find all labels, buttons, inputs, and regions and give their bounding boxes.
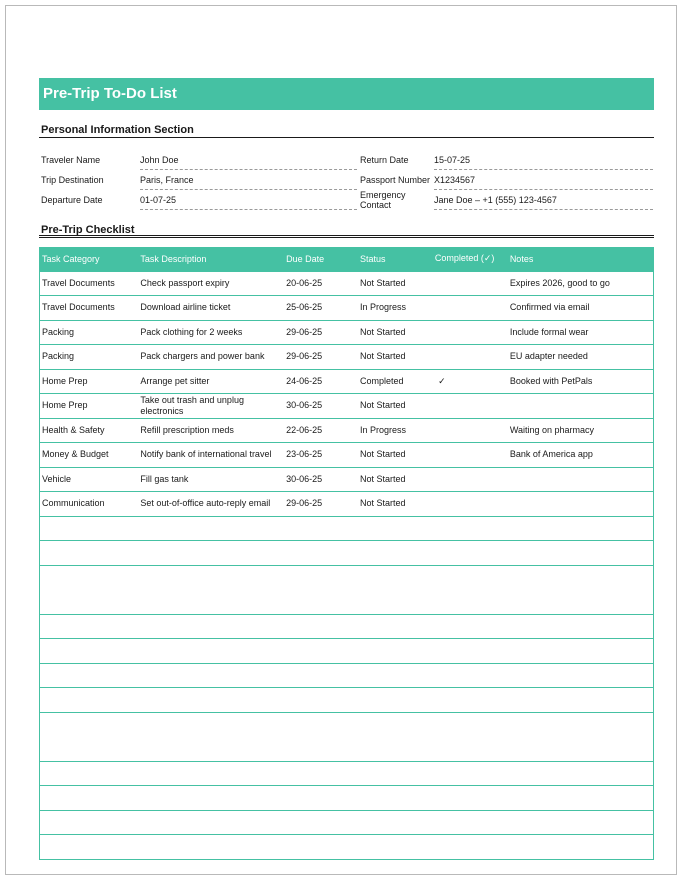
empty-table-row[interactable] <box>40 663 654 688</box>
empty-cell[interactable] <box>358 663 433 688</box>
status-cell[interactable]: Completed <box>358 369 433 394</box>
status-cell[interactable]: Not Started <box>358 345 433 370</box>
empty-cell[interactable] <box>508 712 654 761</box>
info-row <box>39 190 654 210</box>
due-date-cell[interactable]: 22-06-25 <box>284 418 358 443</box>
empty-cell[interactable] <box>40 565 139 614</box>
completed-cell[interactable] <box>433 394 508 419</box>
empty-cell[interactable] <box>40 835 139 860</box>
emergency-contact-field[interactable]: Jane Doe – +1 (555) 123-4567 <box>434 190 653 210</box>
empty-cell[interactable] <box>358 712 433 761</box>
table-row[interactable] <box>40 394 654 419</box>
column-header-description: Task Description <box>138 247 284 271</box>
traveler-name-label: Traveler Name <box>41 155 101 165</box>
empty-table-row[interactable] <box>40 688 654 713</box>
empty-cell[interactable] <box>433 835 508 860</box>
table-row[interactable] <box>40 418 654 443</box>
empty-cell[interactable] <box>284 786 358 811</box>
task-category-cell[interactable]: Money & Budget <box>40 443 139 468</box>
completed-cell[interactable] <box>433 296 508 321</box>
due-date-cell[interactable]: 29-06-25 <box>284 345 358 370</box>
checkmark-icon: ✓ <box>438 375 446 386</box>
empty-table-row[interactable] <box>40 541 654 566</box>
task-category-cell[interactable]: Home Prep <box>40 369 139 394</box>
empty-table-row[interactable] <box>40 786 654 811</box>
column-header-completed: Completed (✓) <box>433 247 508 271</box>
task-category-cell[interactable]: Packing <box>40 345 139 370</box>
empty-cell[interactable] <box>138 761 284 786</box>
personal-info-heading: Personal Information Section <box>39 122 654 138</box>
notes-cell[interactable]: Expires 2026, good to go <box>508 271 654 296</box>
task-description-cell[interactable]: Refill prescription meds <box>138 418 284 443</box>
empty-cell[interactable] <box>284 712 358 761</box>
empty-cell[interactable] <box>433 541 508 566</box>
empty-cell[interactable] <box>358 516 433 541</box>
due-date-cell[interactable]: 24-06-25 <box>284 369 358 394</box>
task-category-cell[interactable]: Travel Documents <box>40 271 139 296</box>
empty-cell[interactable] <box>138 810 284 835</box>
empty-cell[interactable] <box>508 761 654 786</box>
empty-cell[interactable] <box>433 663 508 688</box>
empty-cell[interactable] <box>284 565 358 614</box>
trip-destination-field[interactable]: Paris, France <box>140 170 357 190</box>
personal-info-grid <box>39 150 654 210</box>
empty-cell[interactable] <box>358 835 433 860</box>
task-description-cell[interactable]: Set out-of-office auto-reply email <box>138 492 284 517</box>
empty-cell[interactable] <box>284 614 358 639</box>
empty-table-row[interactable] <box>40 712 654 761</box>
table-row[interactable] <box>40 271 654 296</box>
status-cell[interactable]: Not Started <box>358 394 433 419</box>
due-date-cell[interactable]: 25-06-25 <box>284 296 358 321</box>
info-row <box>39 170 654 190</box>
empty-cell[interactable] <box>138 786 284 811</box>
emergency-contact-label: Emergency Contact <box>360 190 406 210</box>
empty-cell[interactable] <box>138 712 284 761</box>
empty-table-row[interactable] <box>40 565 654 614</box>
completed-cell[interactable] <box>433 271 508 296</box>
status-cell[interactable]: In Progress <box>358 296 433 321</box>
task-description-cell[interactable]: Fill gas tank <box>138 467 284 492</box>
empty-table-row[interactable] <box>40 810 654 835</box>
completed-cell[interactable] <box>433 492 508 517</box>
trip-destination-label: Trip Destination <box>41 175 104 185</box>
table-row[interactable] <box>40 492 654 517</box>
empty-cell[interactable] <box>433 712 508 761</box>
task-description-cell[interactable]: Pack clothing for 2 weeks <box>138 320 284 345</box>
empty-cell[interactable] <box>40 639 139 664</box>
table-row[interactable] <box>40 345 654 370</box>
empty-cell[interactable] <box>508 688 654 713</box>
info-row <box>39 150 654 170</box>
notes-cell[interactable]: EU adapter needed <box>508 345 654 370</box>
notes-cell[interactable] <box>508 492 654 517</box>
empty-cell[interactable] <box>433 516 508 541</box>
notes-cell[interactable] <box>508 467 654 492</box>
empty-table-row[interactable] <box>40 761 654 786</box>
document-page <box>5 5 677 875</box>
empty-cell[interactable] <box>40 712 139 761</box>
status-cell[interactable]: Not Started <box>358 443 433 468</box>
status-cell[interactable]: In Progress <box>358 418 433 443</box>
empty-cell[interactable] <box>433 565 508 614</box>
due-date-cell[interactable]: 30-06-25 <box>284 394 358 419</box>
empty-cell[interactable] <box>40 761 139 786</box>
status-cell[interactable]: Not Started <box>358 467 433 492</box>
notes-cell[interactable]: Waiting on pharmacy <box>508 418 654 443</box>
empty-cell[interactable] <box>138 516 284 541</box>
completed-cell[interactable] <box>433 320 508 345</box>
due-date-cell[interactable]: 23-06-25 <box>284 443 358 468</box>
notes-cell[interactable]: Booked with PetPals <box>508 369 654 394</box>
status-cell[interactable]: Not Started <box>358 271 433 296</box>
departure-date-field[interactable]: 01-07-25 <box>140 190 357 210</box>
empty-cell[interactable] <box>138 639 284 664</box>
notes-cell[interactable]: Include formal wear <box>508 320 654 345</box>
table-row[interactable] <box>40 443 654 468</box>
empty-cell[interactable] <box>284 835 358 860</box>
passport-number-label: Passport Number <box>360 175 431 185</box>
empty-cell[interactable] <box>433 810 508 835</box>
empty-table-row[interactable] <box>40 614 654 639</box>
empty-cell[interactable] <box>358 786 433 811</box>
status-cell[interactable]: Not Started <box>358 492 433 517</box>
worksheet <box>39 78 654 860</box>
column-header-category: Task Category <box>40 247 139 271</box>
empty-cell[interactable] <box>284 688 358 713</box>
checklist-body <box>40 271 654 859</box>
task-category-cell[interactable]: Packing <box>40 320 139 345</box>
empty-cell[interactable] <box>358 541 433 566</box>
task-category-cell[interactable]: Vehicle <box>40 467 139 492</box>
task-description-cell[interactable]: Take out trash and unplug electronics <box>138 394 284 419</box>
completed-cell[interactable] <box>433 369 508 394</box>
empty-cell[interactable] <box>508 835 654 860</box>
notes-cell[interactable] <box>508 394 654 419</box>
empty-cell[interactable] <box>138 663 284 688</box>
due-date-cell[interactable]: 29-06-25 <box>284 320 358 345</box>
empty-cell[interactable] <box>40 614 139 639</box>
empty-cell[interactable] <box>508 663 654 688</box>
empty-cell[interactable] <box>138 835 284 860</box>
empty-cell[interactable] <box>138 614 284 639</box>
status-cell[interactable]: Not Started <box>358 320 433 345</box>
empty-cell[interactable] <box>358 761 433 786</box>
checklist-heading: Pre-Trip Checklist <box>39 222 654 238</box>
task-description-cell[interactable]: Arrange pet sitter <box>138 369 284 394</box>
departure-date-label: Departure Date <box>41 195 103 205</box>
task-description-cell[interactable]: Check passport expiry <box>138 271 284 296</box>
task-description-cell[interactable]: Download airline ticket <box>138 296 284 321</box>
empty-cell[interactable] <box>508 541 654 566</box>
completed-cell[interactable] <box>433 345 508 370</box>
empty-table-row[interactable] <box>40 639 654 664</box>
empty-cell[interactable] <box>284 663 358 688</box>
empty-cell[interactable] <box>508 810 654 835</box>
empty-cell[interactable] <box>40 810 139 835</box>
page-title: Pre-Trip To-Do List <box>39 78 654 110</box>
empty-cell[interactable] <box>40 786 139 811</box>
task-category-cell[interactable]: Health & Safety <box>40 418 139 443</box>
table-row[interactable] <box>40 296 654 321</box>
completed-cell[interactable] <box>433 443 508 468</box>
due-date-cell[interactable]: 30-06-25 <box>284 467 358 492</box>
notes-cell[interactable]: Confirmed via email <box>508 296 654 321</box>
empty-cell[interactable] <box>358 810 433 835</box>
task-description-cell[interactable]: Notify bank of international travel <box>138 443 284 468</box>
empty-cell[interactable] <box>138 688 284 713</box>
empty-cell[interactable] <box>284 541 358 566</box>
passport-number-field[interactable]: X1234567 <box>434 170 653 190</box>
empty-cell[interactable] <box>358 688 433 713</box>
empty-cell[interactable] <box>358 639 433 664</box>
due-date-cell[interactable]: 29-06-25 <box>284 492 358 517</box>
empty-cell[interactable] <box>40 516 139 541</box>
empty-cell[interactable] <box>40 688 139 713</box>
column-header-notes: Notes <box>508 247 654 271</box>
empty-cell[interactable] <box>433 688 508 713</box>
empty-cell[interactable] <box>433 639 508 664</box>
empty-cell[interactable] <box>284 761 358 786</box>
notes-cell[interactable]: Bank of America app <box>508 443 654 468</box>
return-date-field[interactable]: 15-07-25 <box>434 150 653 170</box>
checklist-table <box>39 247 654 860</box>
empty-cell[interactable] <box>508 786 654 811</box>
task-category-cell[interactable]: Home Prep <box>40 394 139 419</box>
empty-table-row[interactable] <box>40 516 654 541</box>
empty-cell[interactable] <box>508 614 654 639</box>
return-date-label: Return Date <box>360 155 409 165</box>
completed-cell[interactable] <box>433 418 508 443</box>
empty-cell[interactable] <box>358 614 433 639</box>
completed-cell[interactable] <box>433 467 508 492</box>
empty-table-row[interactable] <box>40 835 654 860</box>
column-header-status: Status <box>358 247 433 271</box>
empty-cell[interactable] <box>433 761 508 786</box>
table-row[interactable] <box>40 467 654 492</box>
table-row[interactable] <box>40 369 654 394</box>
empty-cell[interactable] <box>508 565 654 614</box>
checklist-header-row <box>40 247 654 271</box>
empty-cell[interactable] <box>433 786 508 811</box>
empty-cell[interactable] <box>138 541 284 566</box>
due-date-cell[interactable]: 20-06-25 <box>284 271 358 296</box>
empty-cell[interactable] <box>284 516 358 541</box>
task-description-cell[interactable]: Pack chargers and power bank <box>138 345 284 370</box>
table-row[interactable] <box>40 320 654 345</box>
empty-cell[interactable] <box>284 810 358 835</box>
empty-cell[interactable] <box>358 565 433 614</box>
empty-cell[interactable] <box>433 614 508 639</box>
empty-cell[interactable] <box>40 663 139 688</box>
task-category-cell[interactable]: Communication <box>40 492 139 517</box>
task-category-cell[interactable]: Travel Documents <box>40 296 139 321</box>
empty-cell[interactable] <box>284 639 358 664</box>
column-header-due-date: Due Date <box>284 247 358 271</box>
empty-cell[interactable] <box>138 565 284 614</box>
empty-cell[interactable] <box>508 639 654 664</box>
empty-cell[interactable] <box>40 541 139 566</box>
traveler-name-field[interactable]: John Doe <box>140 150 357 170</box>
empty-cell[interactable] <box>508 516 654 541</box>
